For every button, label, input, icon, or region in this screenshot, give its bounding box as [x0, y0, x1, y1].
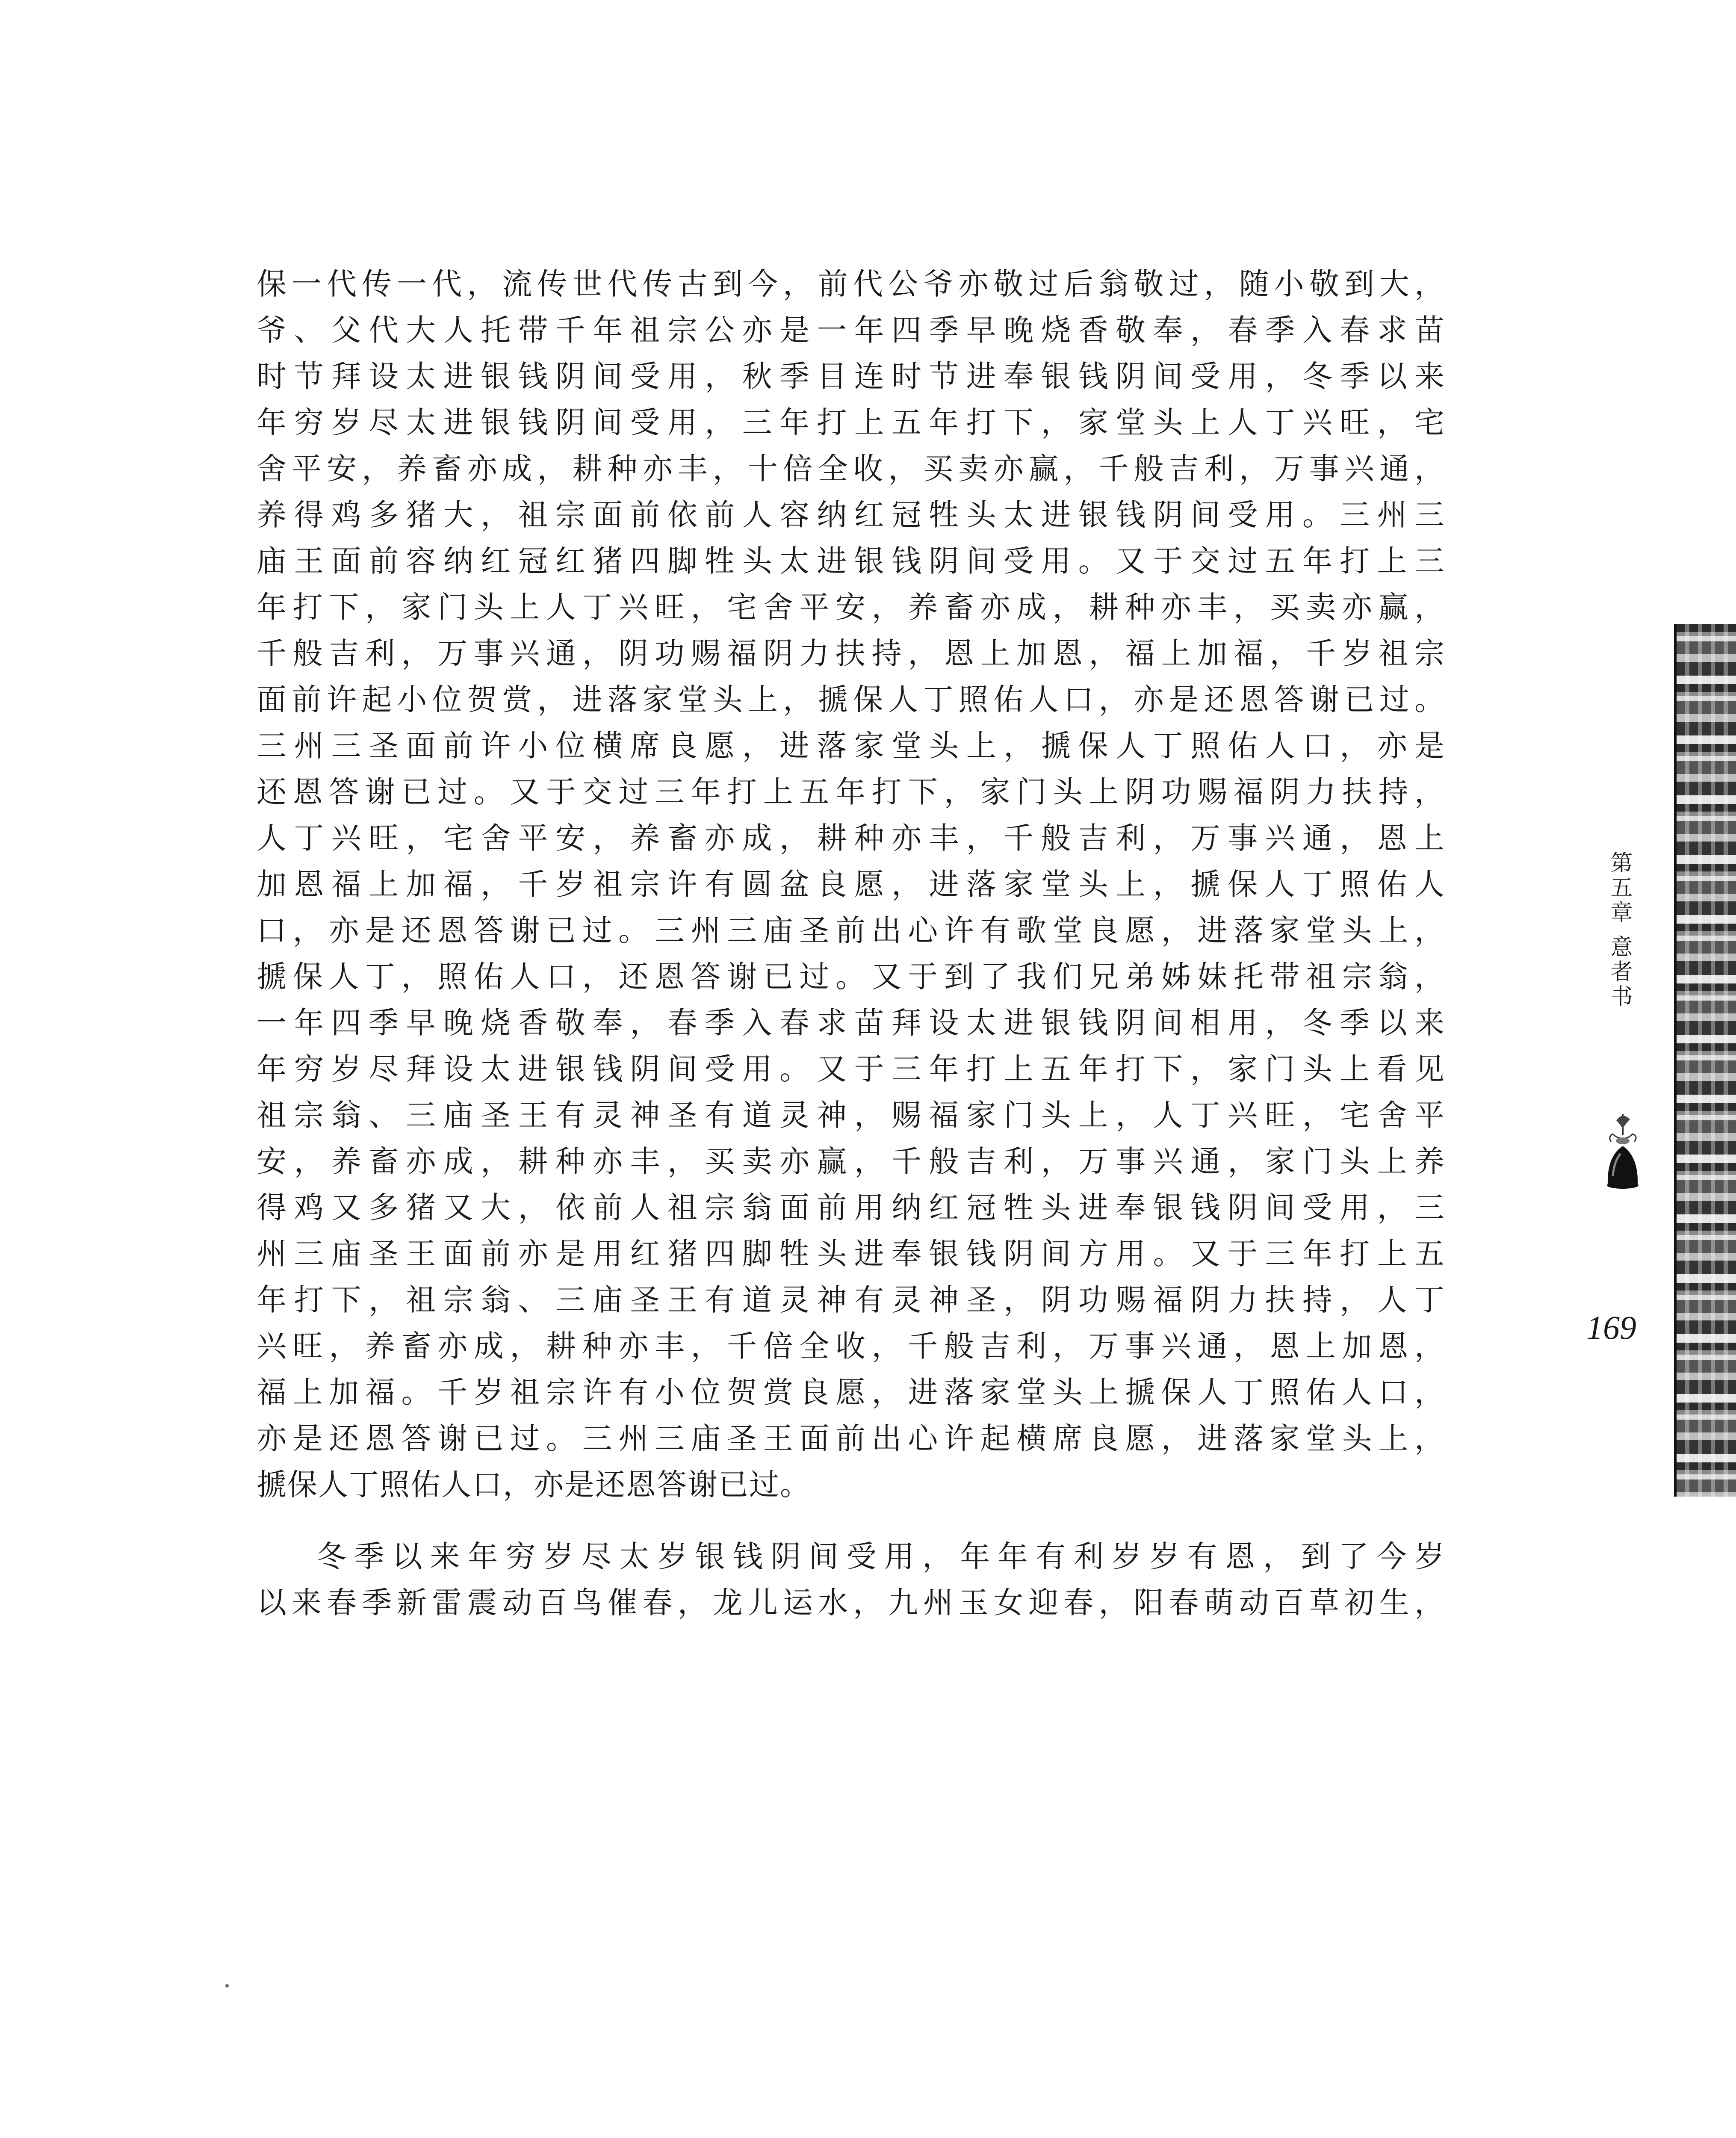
text-line: 年穷岁尽拜设太进银钱阴间受用。又于三年打上五年打下，家门头上看见: [257, 1051, 1445, 1087]
text-line: 庙王面前容纳红冠红猪四脚牲头太进银钱阴间受用。又于交过五年打上三: [257, 543, 1445, 579]
text-line: 养得鸡多猪大，祖宗面前依前人容纳红冠牲头太进银钱阴间受用。三州三: [257, 497, 1445, 532]
bell-icon: [1591, 1112, 1650, 1193]
text-line: 一年四季早晚烧香敬奉，春季入春求苗拜设太进银钱阴间相用，冬季以来: [257, 1005, 1445, 1040]
text-line: 州三庙圣王面前亦是用红猪四脚牲头进奉银钱阴间方用。又于三年打上五: [257, 1236, 1445, 1271]
text-line: 搋保人丁照佑人口，亦是还恩答谢已过。: [257, 1467, 811, 1502]
text-line: 千般吉利，万事兴通，阴功赐福阴力扶持，恩上加恩，福上加福，千岁祖宗: [257, 636, 1445, 671]
chapter-label: 第五章 意者书: [1606, 851, 1632, 1010]
text-line: 加恩福上加福，千岁祖宗许有圆盆良愿，进落家堂头上，搋保人丁照佑人: [257, 867, 1445, 902]
margin-mark: [225, 1984, 229, 1987]
text-line: 年打下，祖宗翁、三庙圣王有道灵神有灵神圣，阴功赐福阴力扶持，人丁: [257, 1282, 1445, 1317]
text-line: 安，养畜亦成，耕种亦丰，买卖亦赢，千般吉利，万事兴通，家门头上养: [257, 1144, 1445, 1179]
text-line: 面前许起小位贺赏，进落家堂头上，搋保人丁照佑人口，亦是还恩答谢已过。: [257, 682, 1445, 717]
text-line: 年打下，家门头上人丁兴旺，宅舍平安，养畜亦成，耕种亦丰，买卖亦赢，: [257, 590, 1445, 625]
text-line: 时节拜设太进银钱阴间受用，秋季目连时节进奉银钱阴间受用，冬季以来: [257, 359, 1445, 394]
text-line: 福上加福。千岁祖宗许有小位贺赏良愿，进落家堂头上搋保人丁照佑人口，: [257, 1375, 1445, 1410]
page-number: 169: [1586, 1309, 1636, 1346]
text-line: 年穷岁尽太进银钱阴间受用，三年打上五年打下，家堂头上人丁兴旺，宅: [257, 405, 1445, 440]
text-line: 搋保人丁，照佑人口，还恩答谢已过。又于到了我们兄弟姊妹托带祖宗翁，: [257, 959, 1445, 994]
text-line: 舍平安，养畜亦成，耕种亦丰，十倍全收，买卖亦赢，千般吉利，万事兴通，: [257, 451, 1445, 486]
text-line: 爷、父代大人托带千年祖宗公亦是一年四季早晚烧香敬奉，春季入春求苗: [257, 313, 1445, 348]
decorative-border: [1674, 624, 1736, 1497]
text-line: 亦是还恩答谢已过。三州三庙圣王面前出心许起横席良愿，进落家堂头上，: [257, 1421, 1445, 1456]
text-line: 人丁兴旺，宅舍平安，养畜亦成，耕种亦丰，千般吉利，万事兴通，恩上: [257, 821, 1445, 856]
text-line: 口，亦是还恩答谢已过。三州三庙圣前出心许有歌堂良愿，进落家堂头上，: [257, 913, 1445, 948]
body-text: [257, 261, 1445, 1626]
text-line: 保一代传一代，流传世代传古到今，前代公爷亦敬过后翁敬过，随小敬到大，: [257, 266, 1445, 301]
text-line: 以来春季新雷震动百鸟催春，龙儿运水，九州玉女迎春，阳春萌动百草初生，: [257, 1585, 1445, 1620]
text-line: 还恩答谢已过。又于交过三年打上五年打下，家门头上阴功赐福阴力扶持，: [257, 774, 1445, 809]
text-line: 三州三圣面前许小位横席良愿，进落家堂头上，搋保人丁照佑人口，亦是: [257, 728, 1445, 763]
text-line: 兴旺，养畜亦成，耕种亦丰，千倍全收，千般吉利，万事兴通，恩上加恩，: [257, 1329, 1445, 1364]
paragraph-gap: [257, 1508, 1445, 1533]
paragraph-1: [257, 261, 1445, 1508]
text-line: 冬季以来年穷岁尽太岁银钱阴间受用，年年有利岁岁有恩，到了今岁: [316, 1539, 1445, 1574]
paragraph-2: [257, 1533, 1445, 1626]
text-line: 得鸡又多猪又大，依前人祖宗翁面前用纳红冠牲头进奉银钱阴间受用，三: [257, 1190, 1445, 1225]
text-line: 祖宗翁、三庙圣王有灵神圣有道灵神，赐福家门头上，人丁兴旺，宅舍平: [257, 1098, 1445, 1133]
